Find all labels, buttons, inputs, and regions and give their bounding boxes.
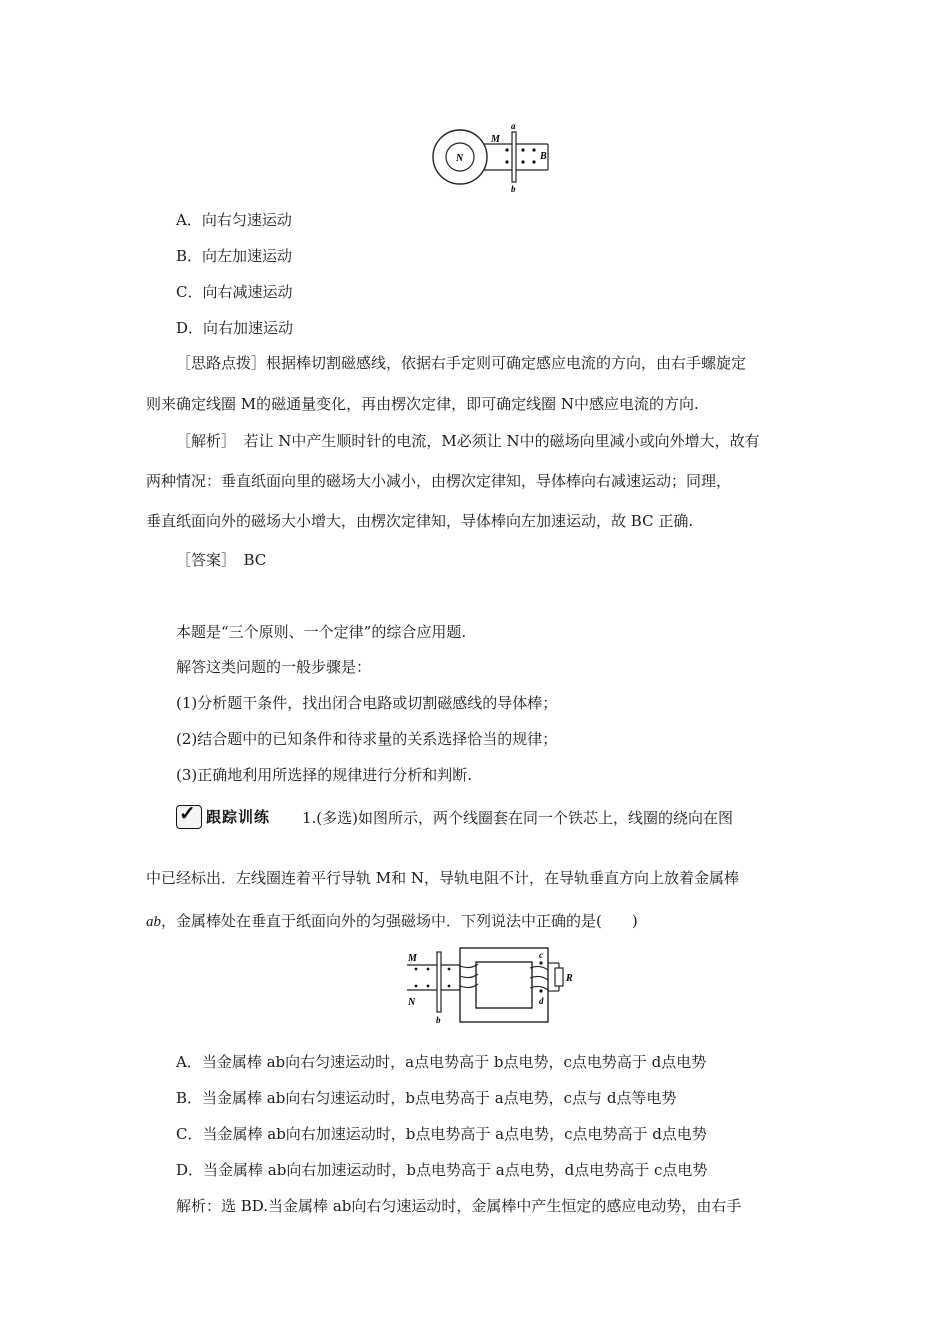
q1-option-c: C．当金属棒 ab向右加速运动时，b点电势高于 a点电势，c点电势高于 d点电势 <box>176 1125 707 1143</box>
method-intro: 本题是“三个原则、一个定律”的综合应用题. <box>176 623 467 641</box>
method-step-3: (3)正确地利用所选择的规律进行分析和判断. <box>176 766 473 784</box>
solution-start: 解析：选 BD.当金属棒 ab向右匀速运动时，金属棒中产生恒定的感应电动势，由右手 <box>176 1197 742 1215</box>
q1-line-1: 1.(多选)如图所示，两个线圈套在同一个铁芯上，线圈的绕向在图 <box>302 809 734 827</box>
analysis-line-1: ［解析］ 若让 N中产生顺时针的电流，M必须让 N中的磁场向里减小或向外增大，故有 <box>176 432 760 450</box>
answer: ［答案］ BC <box>176 551 267 569</box>
label-M2: M <box>408 953 417 964</box>
practice-badge <box>176 803 294 829</box>
option-d: D．向右加速运动 <box>176 319 294 337</box>
option-b: B．向左加速运动 <box>176 247 293 265</box>
method-step-2: (2)结合题中的已知条件和待求量的关系选择恰当的规律； <box>176 730 558 748</box>
q1-option-a: A．当金属棒 ab向右匀速运动时，a点电势高于 b点电势，c点电势高于 d点电势 <box>176 1053 707 1071</box>
label-d: d <box>539 996 544 1006</box>
practice-badge-label: 跟踪训练 <box>206 808 271 826</box>
label-b: b <box>511 184 516 194</box>
hint-line-2: 则来确定线圈 M的磁通量变化，再由楞次定律，即可确定线圈 N中感应电流的方向. <box>146 395 699 413</box>
label-a: a <box>511 121 516 131</box>
check-icon: ✓ <box>179 801 196 825</box>
method-step-1: (1)分析题干条件，找出闭合电路或切割磁感线的导体棒； <box>176 694 558 712</box>
hint-line-1: ［思路点拨］根据棒切割磁感线，依据右手定则可确定感应电流的方向，由右手螺旋定 <box>176 354 747 372</box>
option-c: C．向右减速运动 <box>176 283 293 301</box>
analysis-line-2: 两种情况：垂直纸面向里的磁场大小减小，由楞次定律知，导体棒向右减速运动；同理， <box>146 472 732 490</box>
q1-option-d: D．当金属棒 ab向右加速运动时，b点电势高于 a点电势，d点电势高于 c点电势 <box>176 1161 708 1179</box>
label-B: B <box>540 151 547 162</box>
label-c: c <box>539 950 543 960</box>
analysis-line-3: 垂直纸面向外的磁场大小增大，由楞次定律知，导体棒向左加速运动，故 BC 正确. <box>146 512 694 530</box>
rod-ab-label: ab <box>146 914 161 930</box>
label-b2: b <box>436 1015 441 1025</box>
option-a: A．向右匀速运动 <box>176 211 292 229</box>
q1-line-2: 中已经标出．左线圈连着平行导轨 M和 N，导轨电阻不计，在导轨垂直方向上放着金属棒 <box>146 869 740 887</box>
method-steps-title: 解答这类问题的一般步骤是： <box>176 658 372 676</box>
label-N2: N <box>408 997 416 1008</box>
q1-option-b: B．当金属棒 ab向右匀速运动时，b点电势高于 a点电势，c点与 d点等电势 <box>176 1089 677 1107</box>
q1-line-3 <box>146 911 638 932</box>
figure-transformer <box>405 944 585 1026</box>
figure-ring-coil <box>428 120 560 196</box>
q1-line-3-text: ，金属棒处在垂直于纸面向外的匀强磁场中．下列说法中正确的是( ) <box>161 912 638 930</box>
label-M: M <box>491 134 500 145</box>
label-R: R <box>566 973 573 984</box>
label-N: N <box>456 153 464 164</box>
